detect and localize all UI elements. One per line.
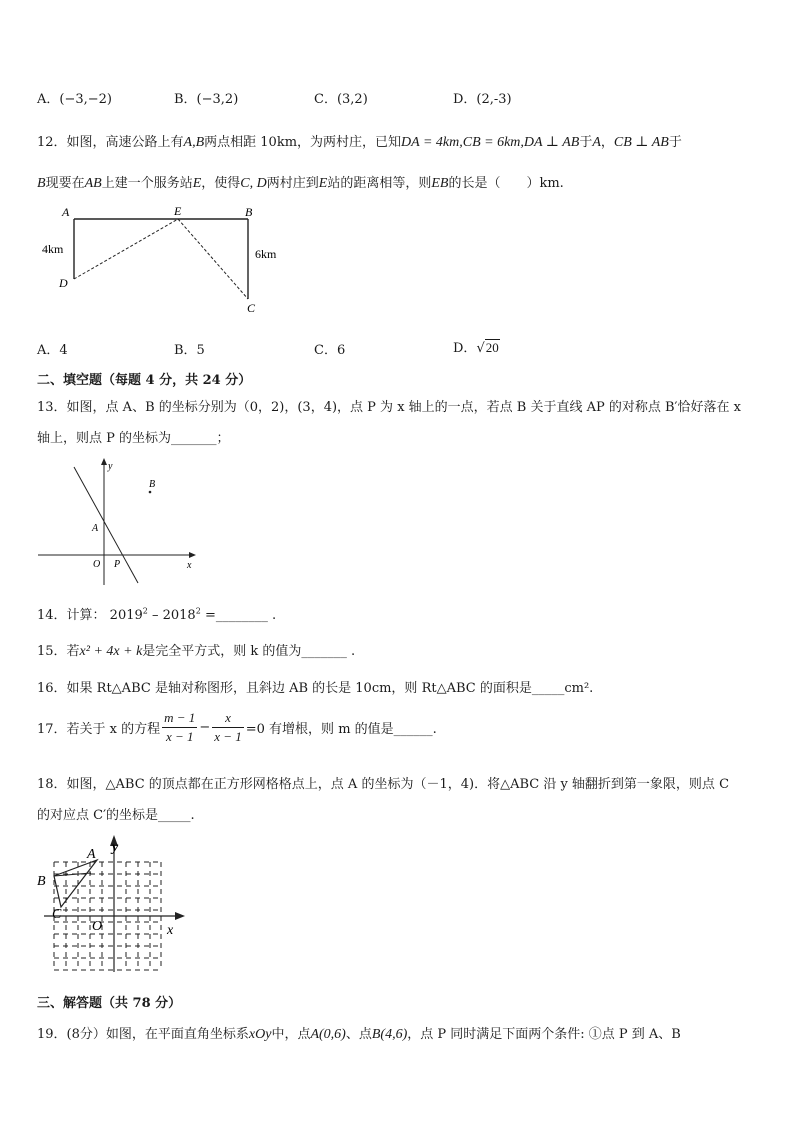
q12-text: 12．如图，高速公路上有 xyxy=(37,135,184,150)
y-axis-arrow-icon xyxy=(101,458,107,465)
q19-text: ，点 P 同时满足下面两个条件: ①点 P 到 A、B xyxy=(407,1027,681,1042)
q12-line-2 xyxy=(37,172,564,192)
x-axis-arrow-icon xyxy=(189,552,196,558)
q12-math: E xyxy=(192,176,202,191)
numerator: m − 1 xyxy=(162,709,197,728)
q18-line-2: 的对应点 C′的坐标是_____. xyxy=(37,808,195,823)
q19-text: 19．(8分）如图，在平面直角坐标系 xyxy=(37,1027,249,1042)
triangle-abc xyxy=(54,860,97,907)
q12-option-d xyxy=(453,337,500,356)
label-b: B xyxy=(37,874,46,889)
fraction-2 xyxy=(212,709,244,746)
q13-figure xyxy=(36,455,200,590)
q12-figure xyxy=(30,200,300,320)
fraction-1 xyxy=(162,709,197,746)
q12-math: A,B xyxy=(183,135,205,150)
q11-option-a: A．(−3,−2) xyxy=(37,92,112,107)
q17-text: =0 有增根，则 m 的值是______. xyxy=(245,722,437,737)
q12-math: DA = 4km,CB = 6km,DA ⊥ AB xyxy=(401,135,580,150)
q19-text: 、点 xyxy=(345,1027,372,1042)
q12-math: EB xyxy=(431,176,449,191)
q18-line-1: 18．如图，△ABC 的顶点都在正方形网格格点上，点 A 的坐标为（－1，4)．将△ABC 沿 y 轴翻折到第一象限，则点 C xyxy=(37,777,730,792)
label-y: y xyxy=(112,840,119,855)
q11-option-b: B．(−3,2) xyxy=(174,92,239,107)
exponent: 2 xyxy=(195,606,201,616)
sqrt-icon: √ xyxy=(476,341,485,356)
q12-math: C, D xyxy=(240,176,267,191)
q14-text: =________ . xyxy=(200,608,277,623)
q12-math: E xyxy=(318,176,328,191)
q12-text: ， xyxy=(600,135,614,150)
label-p: P xyxy=(114,559,121,570)
q12-option-a: A．4 xyxy=(37,343,68,358)
label-c: C xyxy=(247,301,256,315)
label-a: A xyxy=(62,205,70,219)
q11-option-d: D．(2,-3) xyxy=(453,92,512,107)
q12-option-b: B．5 xyxy=(174,343,205,358)
q13-line-1: 13．如图，点 A、B 的坐标分别为（0，2)，(3，4)，点 P 为 x 轴上的一点，若点 B 关于直线 AP 的对称点 B′恰好落在 x xyxy=(37,400,741,415)
q18-figure xyxy=(34,830,194,980)
q14-text: 14．计算： 2019 xyxy=(37,608,143,623)
q12-option-c: C．6 xyxy=(314,343,346,358)
segment-ec xyxy=(178,219,248,299)
section-2-heading: 二、填空题（每题 4 分，共 24 分） xyxy=(37,373,252,388)
label-x: x xyxy=(187,560,192,571)
q16: 16．如果 Rt△ABC 是轴对称图形，且斜边 AB 的长是 10cm，则 Rt△ABC 的面积是_____cm². xyxy=(37,681,594,696)
q12-math: CB ⊥ AB xyxy=(613,135,669,150)
exponent: 2 xyxy=(142,606,148,616)
label-e: E xyxy=(174,204,182,218)
q12-text: 于 xyxy=(579,135,593,150)
q12-text: 上建一个服务站 xyxy=(101,176,193,191)
q12-text: 两村庄到 xyxy=(266,176,319,191)
q11-option-c: C．(3,2) xyxy=(314,92,368,107)
numerator: x xyxy=(212,709,244,728)
line-ap xyxy=(74,467,138,583)
q12-text: 两点相距 10km，为两村庄，已知 xyxy=(204,135,402,150)
q12-text: ，使得 xyxy=(201,176,241,191)
q19-math: B(4,6) xyxy=(371,1027,408,1042)
q12-math: B xyxy=(37,176,46,191)
q15-math: x² + 4x + k xyxy=(79,644,143,659)
q15-text: 15．若 xyxy=(37,644,80,659)
q12-math: A xyxy=(592,135,601,150)
q15 xyxy=(37,640,355,660)
q12-text: 站的距离相等，则 xyxy=(327,176,432,191)
q13-line-2: 轴上，则点 P 的坐标为_______； xyxy=(37,431,230,446)
label-4km: 4km xyxy=(42,242,64,256)
label-o: O xyxy=(92,919,103,934)
q12-text: 的长是（ ）km. xyxy=(448,176,564,191)
label-c: C xyxy=(52,907,62,922)
q14 xyxy=(37,604,276,623)
segment-de xyxy=(74,219,178,279)
option-label: D． xyxy=(453,341,477,356)
q19-math: xOy xyxy=(248,1027,272,1042)
q17 xyxy=(37,709,437,746)
q12-text: 现要在 xyxy=(45,176,85,191)
section-3-heading: 三、解答题（共 78 分） xyxy=(37,996,182,1011)
q12-line-1 xyxy=(37,131,682,151)
q19-text: 中，点 xyxy=(271,1027,311,1042)
label-6km: 6km xyxy=(255,247,277,261)
minus-sign: − xyxy=(199,720,211,735)
q17-text: 17．若关于 x 的方程 xyxy=(37,722,161,737)
label-d: D xyxy=(59,276,68,290)
label-x: x xyxy=(167,923,174,938)
radicand: 20 xyxy=(485,340,499,355)
q12-math: AB xyxy=(84,176,102,191)
label-a: A xyxy=(87,847,96,862)
point-b xyxy=(149,491,152,494)
label-y: y xyxy=(108,461,113,472)
label-a: A xyxy=(92,523,99,534)
x-axis-arrow-icon xyxy=(175,912,185,920)
q19-math: A(0,6) xyxy=(310,1027,346,1042)
q12-text: 于 xyxy=(668,135,682,150)
q14-text: – 2018 xyxy=(147,608,196,623)
label-b: B xyxy=(149,479,156,490)
label-b: B xyxy=(245,205,253,219)
q19 xyxy=(37,1023,681,1043)
q15-text: 是完全平方式，则 k 的值为_______ . xyxy=(142,644,356,659)
label-o: O xyxy=(93,559,101,570)
denominator: x − 1 xyxy=(165,729,194,744)
denominator: x − 1 xyxy=(214,729,242,744)
